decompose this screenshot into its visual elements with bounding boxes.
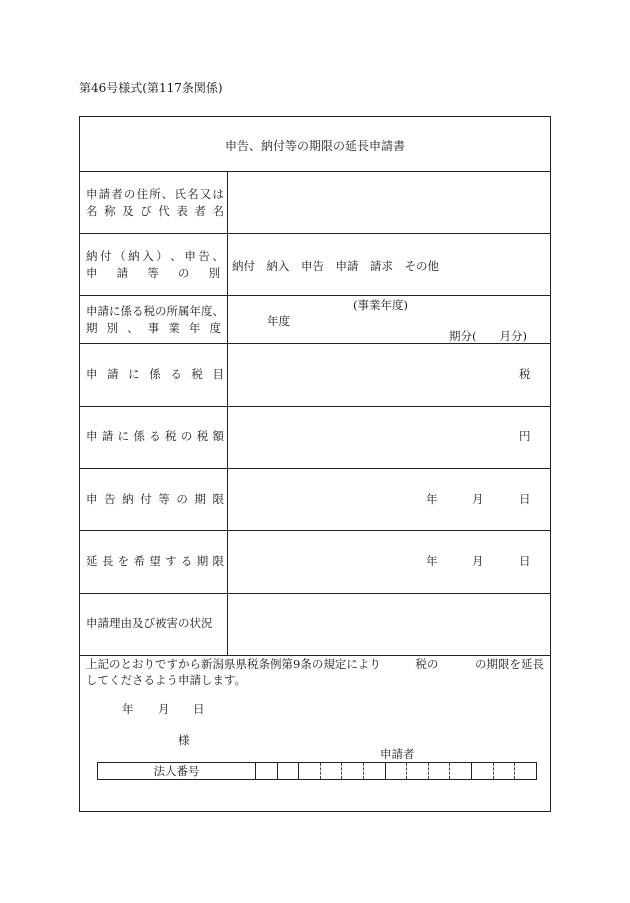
tax-amount-suffix: 円 [519,429,531,443]
row-divider [80,593,550,594]
extension-day: 日 [519,554,531,568]
date-year: 年 [122,702,134,716]
label-char: に [128,367,140,381]
label-char: 業 [168,321,180,335]
corporate-number-digit[interactable] [321,763,343,779]
tax-item-label [86,366,224,383]
label-char: 等 [158,492,170,506]
label-char: 付 [100,249,112,263]
period-label: 期分( 月分) [449,329,527,343]
fiscal-year-label-line1: 申請に係る税の所属年度、 [86,304,224,318]
addressee-suffix: 様 [178,733,190,747]
label-char: 期 [194,492,206,506]
fiscal-year-label [86,303,224,337]
date-month: 月 [158,702,170,716]
row-divider [80,468,550,469]
label-char: 代 [158,204,170,218]
fiscal-year-label-line2 [86,320,221,337]
corporate-number-digit[interactable] [299,763,321,779]
label-char: の [177,266,190,280]
corporate-number-digit[interactable] [494,763,516,779]
statement-line1-part3: の期限を延長 [474,657,544,671]
label-char: 申 [86,367,98,381]
label-char: 申 [86,492,98,506]
label-char: 、 [170,249,182,263]
row-divider [80,233,550,234]
label-char: び [140,204,152,218]
corporate-number-digit[interactable] [407,763,429,779]
label-char: る [180,554,193,568]
label-char: る [170,367,182,381]
label-char: 、 [161,187,174,201]
reason-field[interactable] [230,597,548,652]
label-char: 希 [133,554,145,568]
label-char: 所 [149,187,161,201]
label-char: 名 [187,187,199,201]
label-char: 目 [212,367,224,381]
row-divider [80,530,550,531]
label-char: 告 [104,492,116,506]
label-char: 、 [127,321,139,335]
applicant-label [86,186,224,220]
category-label [86,248,224,282]
corporate-number-digit[interactable] [515,763,536,779]
deadline-month: 月 [472,492,484,506]
category-label-line1 [86,248,224,265]
label-char: す [165,554,177,568]
label-char: 氏 [174,187,186,201]
corporate-number-digit[interactable] [256,763,278,779]
applicant-field[interactable] [230,175,548,230]
label-char: 請 [98,187,111,201]
business-year-label: (事業年度) [353,298,408,312]
label-char: 別 [106,321,119,335]
label-char: 者 [111,187,123,201]
deadline-day: 日 [519,492,531,506]
corporate-number-label: 法人番号 [98,763,256,779]
label-char: 等 [147,266,159,280]
date-day: 日 [193,702,205,716]
label-char: 請 [101,429,114,443]
label-char: 申 [184,249,196,263]
extension-year: 年 [426,554,438,568]
label-char: 期 [86,321,98,335]
statement-line1-part1: 上記のとおりですから新潟県県税条例第9条の規定により [86,657,381,671]
label-char: 名 [212,204,224,218]
category-label-line2 [86,265,220,282]
form-id: 第46号様式(第117条関係) [79,81,223,95]
statement [86,656,544,688]
label-char: 額 [212,429,224,443]
label-char: に [117,429,130,443]
tax-item-suffix: 税 [519,367,531,381]
label-char: 係 [149,367,161,381]
row-divider [80,171,550,172]
label-char: 住 [136,187,149,201]
label-char: 納 [128,249,140,263]
label-char: 名 [86,204,98,218]
label-char: の [176,492,188,506]
label-char: 称 [104,204,116,218]
label-char: 告 [198,249,210,263]
label-char: 付 [140,492,152,506]
label-char: 限 [212,492,224,506]
corporate-number-digit[interactable] [364,763,386,779]
row-divider [80,406,550,407]
label-char: 度 [209,321,221,335]
label-char: 又 [199,187,212,201]
year-label: 年度 [267,314,290,328]
form-title: 申告、納付等の期限の延長申請書 [224,139,405,153]
label-char: る [149,429,161,443]
category-options[interactable]: 納付 納入 申告 申請 請求 その他 [232,259,439,273]
deadline-year: 年 [426,492,438,506]
label-char: は [212,187,224,201]
label-char: 税 [196,429,209,443]
applicant-heading: 申請者 [380,747,415,761]
applicant-label-line2 [86,203,224,220]
label-char: ） [156,249,168,263]
label-char: 税 [165,429,177,443]
corporate-number-digit[interactable] [429,763,451,779]
label-char: の [123,187,136,201]
application-form [79,116,551,812]
label-char: 税 [191,367,203,381]
label-char: 期 [196,554,209,568]
statement-line1 [86,656,544,672]
label-char: （ [114,249,126,263]
applicant-label-line1 [86,186,224,203]
corporate-number-digit[interactable] [278,763,300,779]
corporate-number-digit[interactable] [342,763,364,779]
label-char: 限 [212,554,224,568]
reason-label: 申請理由及び被害の状況 [86,616,213,630]
label-char: 表 [176,204,188,218]
label-char: 長 [101,554,114,568]
label-char: 納 [122,492,134,506]
row-divider [80,295,550,296]
label-char: 納 [86,249,98,263]
label-char: 年 [188,321,201,335]
label-char: 及 [122,204,134,218]
label-char: 者 [194,204,206,218]
label-char: の [180,429,193,443]
column-divider [227,171,228,655]
statement-line1-part2: 税の [415,657,439,671]
label-char: 申 [86,266,98,280]
label-char: を [117,554,130,568]
label-char: 申 [86,187,98,201]
label-char: 請 [107,367,119,381]
extension-month: 月 [472,554,484,568]
label-char: 別 [208,266,220,280]
label-char: 望 [149,554,161,568]
corporate-number-digit[interactable] [472,763,494,779]
label-char: 申 [86,429,98,443]
label-char: 入 [142,249,154,263]
label-char: 事 [147,321,160,335]
statement-line2: してくださるよう申請します。 [86,673,247,687]
tax-amount-label [86,428,224,445]
corporate-number-table [97,762,537,780]
corporate-number-digit[interactable] [386,763,408,779]
corporate-number-digit[interactable] [450,763,472,779]
extension-label [86,553,224,570]
deadline-label [86,491,224,508]
label-char: 請 [116,266,129,280]
label-char: 、 [212,249,224,263]
label-char: 係 [133,429,145,443]
label-char: 延 [86,554,98,568]
